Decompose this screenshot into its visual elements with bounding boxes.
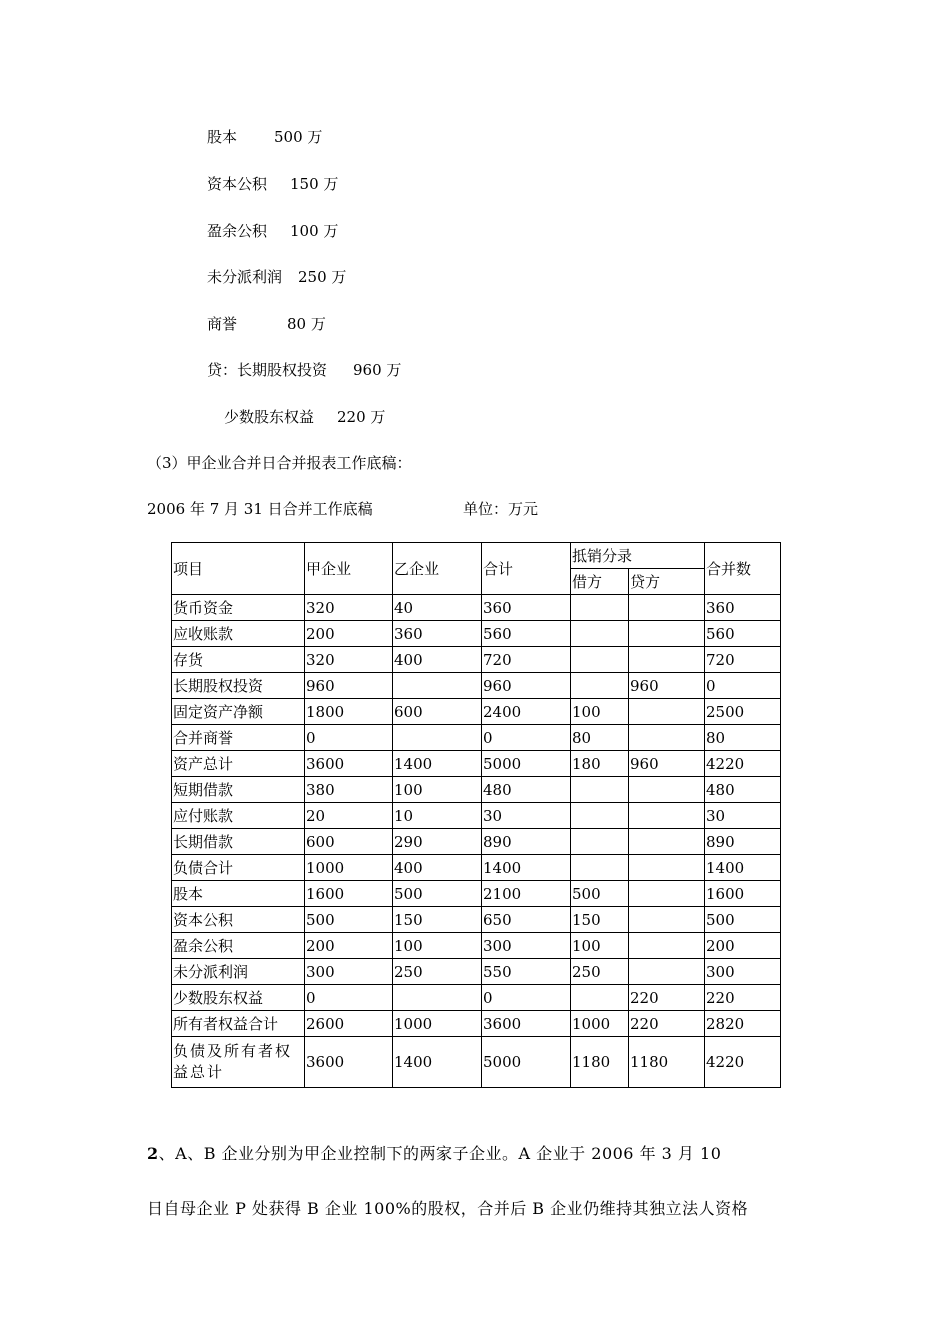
cell-item: 未分派利润 [172, 959, 305, 985]
cell-total: 1400 [482, 855, 571, 881]
entry-amount: 250 万 [298, 268, 347, 286]
table-row [172, 907, 781, 933]
cell-debit: 250 [571, 959, 629, 985]
cell-company-b: 1000 [393, 1011, 482, 1037]
header-company-a: 甲企业 [305, 543, 393, 595]
cell-company-a: 2600 [305, 1011, 393, 1037]
paragraph-text-2: 日自母企业 P 处获得 B 企业 100%的股权，合并后 B 企业仍维持其独立法人资格 [147, 1199, 749, 1218]
cell-total: 650 [482, 907, 571, 933]
cell-total: 360 [482, 595, 571, 621]
cell-consolidated: 1400 [705, 855, 781, 881]
cell-total: 480 [482, 777, 571, 803]
cell-credit [629, 777, 705, 803]
header-item: 项目 [172, 543, 305, 595]
consolidation-worksheet [171, 542, 781, 1088]
cell-company-b [393, 725, 482, 751]
table-row [172, 881, 781, 907]
cell-company-b: 40 [393, 595, 482, 621]
cell-company-a: 320 [305, 647, 393, 673]
cell-item: 所有者权益合计 [172, 1011, 305, 1037]
cell-credit: 220 [629, 985, 705, 1011]
cell-company-a: 600 [305, 829, 393, 855]
entry-label: 贷：长期股权投资 [207, 361, 328, 379]
cell-item: 固定资产净额 [172, 699, 305, 725]
cell-debit [571, 647, 629, 673]
cell-total: 0 [482, 725, 571, 751]
entry-amount: 100 万 [290, 222, 339, 240]
cell-consolidated: 890 [705, 829, 781, 855]
table-row [172, 959, 781, 985]
cell-consolidated: 300 [705, 959, 781, 985]
cell-item: 应付账款 [172, 803, 305, 829]
cell-total: 0 [482, 985, 571, 1011]
cell-item: 存货 [172, 647, 305, 673]
cell-company-b: 1400 [393, 1037, 482, 1088]
cell-consolidated: 480 [705, 777, 781, 803]
entry-amount: 80 万 [287, 315, 326, 333]
paragraph-number: 2 [147, 1144, 159, 1163]
cell-company-a: 1600 [305, 881, 393, 907]
cell-item: 股本 [172, 881, 305, 907]
entry-capital-reserve [207, 173, 339, 194]
cell-company-b: 600 [393, 699, 482, 725]
cell-total: 720 [482, 647, 571, 673]
cell-total: 30 [482, 803, 571, 829]
cell-company-a: 20 [305, 803, 393, 829]
cell-item: 资产总计 [172, 751, 305, 777]
cell-company-a: 3600 [305, 751, 393, 777]
header-credit: 贷方 [629, 569, 705, 595]
table-row [172, 1037, 781, 1088]
cell-company-a: 320 [305, 595, 393, 621]
cell-item: 盈余公积 [172, 933, 305, 959]
cell-debit: 500 [571, 881, 629, 907]
entry-share-capital [207, 126, 323, 147]
cell-total: 2400 [482, 699, 571, 725]
table-row [172, 595, 781, 621]
cell-company-b: 400 [393, 647, 482, 673]
table-row [172, 673, 781, 699]
cell-debit [571, 829, 629, 855]
entry-label: 商誉 [207, 315, 238, 333]
cell-consolidated: 360 [705, 595, 781, 621]
table-caption-date: 2006 年 7 月 31 日合并工作底稿 [147, 500, 373, 518]
entry-label: 股本 [207, 128, 238, 146]
table-caption-unit: 单位：万元 [463, 500, 539, 518]
cell-consolidated: 30 [705, 803, 781, 829]
cell-debit [571, 803, 629, 829]
cell-debit [571, 621, 629, 647]
cell-debit: 1000 [571, 1011, 629, 1037]
cell-debit: 150 [571, 907, 629, 933]
cell-item: 货币资金 [172, 595, 305, 621]
header-total: 合计 [482, 543, 571, 595]
worksheet-body [172, 595, 781, 1088]
cell-credit [629, 803, 705, 829]
cell-consolidated: 0 [705, 673, 781, 699]
cell-company-a: 200 [305, 621, 393, 647]
cell-debit: 100 [571, 933, 629, 959]
table-row [172, 1011, 781, 1037]
cell-item: 短期借款 [172, 777, 305, 803]
table-row [172, 829, 781, 855]
cell-consolidated: 720 [705, 647, 781, 673]
cell-company-a: 380 [305, 777, 393, 803]
cell-company-b [393, 673, 482, 699]
cell-consolidated: 200 [705, 933, 781, 959]
cell-debit: 180 [571, 751, 629, 777]
table-row [172, 647, 781, 673]
cell-company-b: 360 [393, 621, 482, 647]
cell-company-a: 1800 [305, 699, 393, 725]
cell-credit: 960 [629, 751, 705, 777]
entry-goodwill [207, 313, 326, 334]
cell-total: 560 [482, 621, 571, 647]
cell-total: 300 [482, 933, 571, 959]
cell-credit [629, 699, 705, 725]
cell-credit [629, 881, 705, 907]
cell-item: 长期借款 [172, 829, 305, 855]
paragraph-line-2 [147, 1196, 812, 1219]
header-elimination: 抵销分录 [571, 543, 705, 569]
entry-label: 未分派利润 [207, 268, 283, 286]
table-row [172, 803, 781, 829]
cell-consolidated: 500 [705, 907, 781, 933]
cell-company-b: 100 [393, 933, 482, 959]
cell-consolidated: 560 [705, 621, 781, 647]
table-row [172, 985, 781, 1011]
table-row [172, 621, 781, 647]
table-row [172, 699, 781, 725]
cell-total: 5000 [482, 1037, 571, 1088]
cell-company-a: 0 [305, 725, 393, 751]
cell-debit [571, 673, 629, 699]
cell-credit [629, 907, 705, 933]
cell-credit [629, 959, 705, 985]
cell-credit [629, 933, 705, 959]
cell-credit [629, 621, 705, 647]
header-debit: 借方 [571, 569, 629, 595]
paragraph-line-1 [147, 1141, 812, 1164]
cell-company-b: 100 [393, 777, 482, 803]
cell-debit: 100 [571, 699, 629, 725]
cell-consolidated: 4220 [705, 751, 781, 777]
entry-label: 盈余公积 [207, 222, 268, 240]
entry-amount: 960 万 [353, 361, 402, 379]
header-company-b: 乙企业 [393, 543, 482, 595]
entry-surplus-reserve [207, 220, 339, 241]
cell-company-b: 400 [393, 855, 482, 881]
cell-company-b: 290 [393, 829, 482, 855]
cell-consolidated: 4220 [705, 1037, 781, 1088]
cell-credit: 220 [629, 1011, 705, 1037]
table-row [172, 855, 781, 881]
cell-company-a: 1000 [305, 855, 393, 881]
cell-consolidated: 2820 [705, 1011, 781, 1037]
table-row [172, 777, 781, 803]
cell-consolidated: 1600 [705, 881, 781, 907]
cell-total: 550 [482, 959, 571, 985]
cell-consolidated: 2500 [705, 699, 781, 725]
cell-debit [571, 855, 629, 881]
cell-item: 应收账款 [172, 621, 305, 647]
cell-company-b: 500 [393, 881, 482, 907]
section-heading: （3）甲企业合并日合并报表工作底稿： [147, 454, 412, 472]
cell-debit [571, 595, 629, 621]
entry-undistributed-profit [207, 266, 347, 287]
cell-debit: 80 [571, 725, 629, 751]
cell-credit [629, 855, 705, 881]
cell-total: 3600 [482, 1011, 571, 1037]
entry-amount: 500 万 [274, 128, 323, 146]
cell-company-b [393, 985, 482, 1011]
table-row [172, 725, 781, 751]
cell-company-b: 150 [393, 907, 482, 933]
cell-item: 长期股权投资 [172, 673, 305, 699]
cell-company-a: 960 [305, 673, 393, 699]
entry-amount: 150 万 [290, 175, 339, 193]
cell-company-b: 1400 [393, 751, 482, 777]
paragraph-text-1: 、A、B 企业分别为甲企业控制下的两家子企业。A 企业于 2006 年 3 月 10 [158, 1144, 722, 1163]
entry-label: 资本公积 [207, 175, 268, 193]
cell-debit [571, 985, 629, 1011]
entry-amount: 220 万 [337, 408, 386, 426]
cell-total: 2100 [482, 881, 571, 907]
cell-total: 960 [482, 673, 571, 699]
cell-debit [571, 777, 629, 803]
cell-total: 890 [482, 829, 571, 855]
header-consolidated: 合并数 [705, 543, 781, 595]
cell-company-a: 200 [305, 933, 393, 959]
cell-total: 5000 [482, 751, 571, 777]
cell-company-a: 3600 [305, 1037, 393, 1088]
table-row [172, 751, 781, 777]
cell-company-b: 10 [393, 803, 482, 829]
cell-credit [629, 595, 705, 621]
cell-credit: 1180 [629, 1037, 705, 1088]
cell-credit [629, 725, 705, 751]
cell-consolidated: 80 [705, 725, 781, 751]
cell-debit: 1180 [571, 1037, 629, 1088]
cell-company-a: 300 [305, 959, 393, 985]
cell-item: 负债合计 [172, 855, 305, 881]
entry-credit-lt-investment [207, 359, 402, 380]
cell-consolidated: 220 [705, 985, 781, 1011]
cell-item: 少数股东权益 [172, 985, 305, 1011]
cell-credit [629, 647, 705, 673]
cell-credit: 960 [629, 673, 705, 699]
cell-company-b: 250 [393, 959, 482, 985]
cell-credit [629, 829, 705, 855]
cell-company-a: 500 [305, 907, 393, 933]
entry-label: 少数股东权益 [224, 408, 315, 426]
cell-company-a: 0 [305, 985, 393, 1011]
cell-item: 合并商誉 [172, 725, 305, 751]
entry-minority-interest [224, 406, 386, 427]
table-row [172, 933, 781, 959]
cell-item: 资本公积 [172, 907, 305, 933]
cell-item: 负债及所有者权益总计 [172, 1037, 305, 1088]
